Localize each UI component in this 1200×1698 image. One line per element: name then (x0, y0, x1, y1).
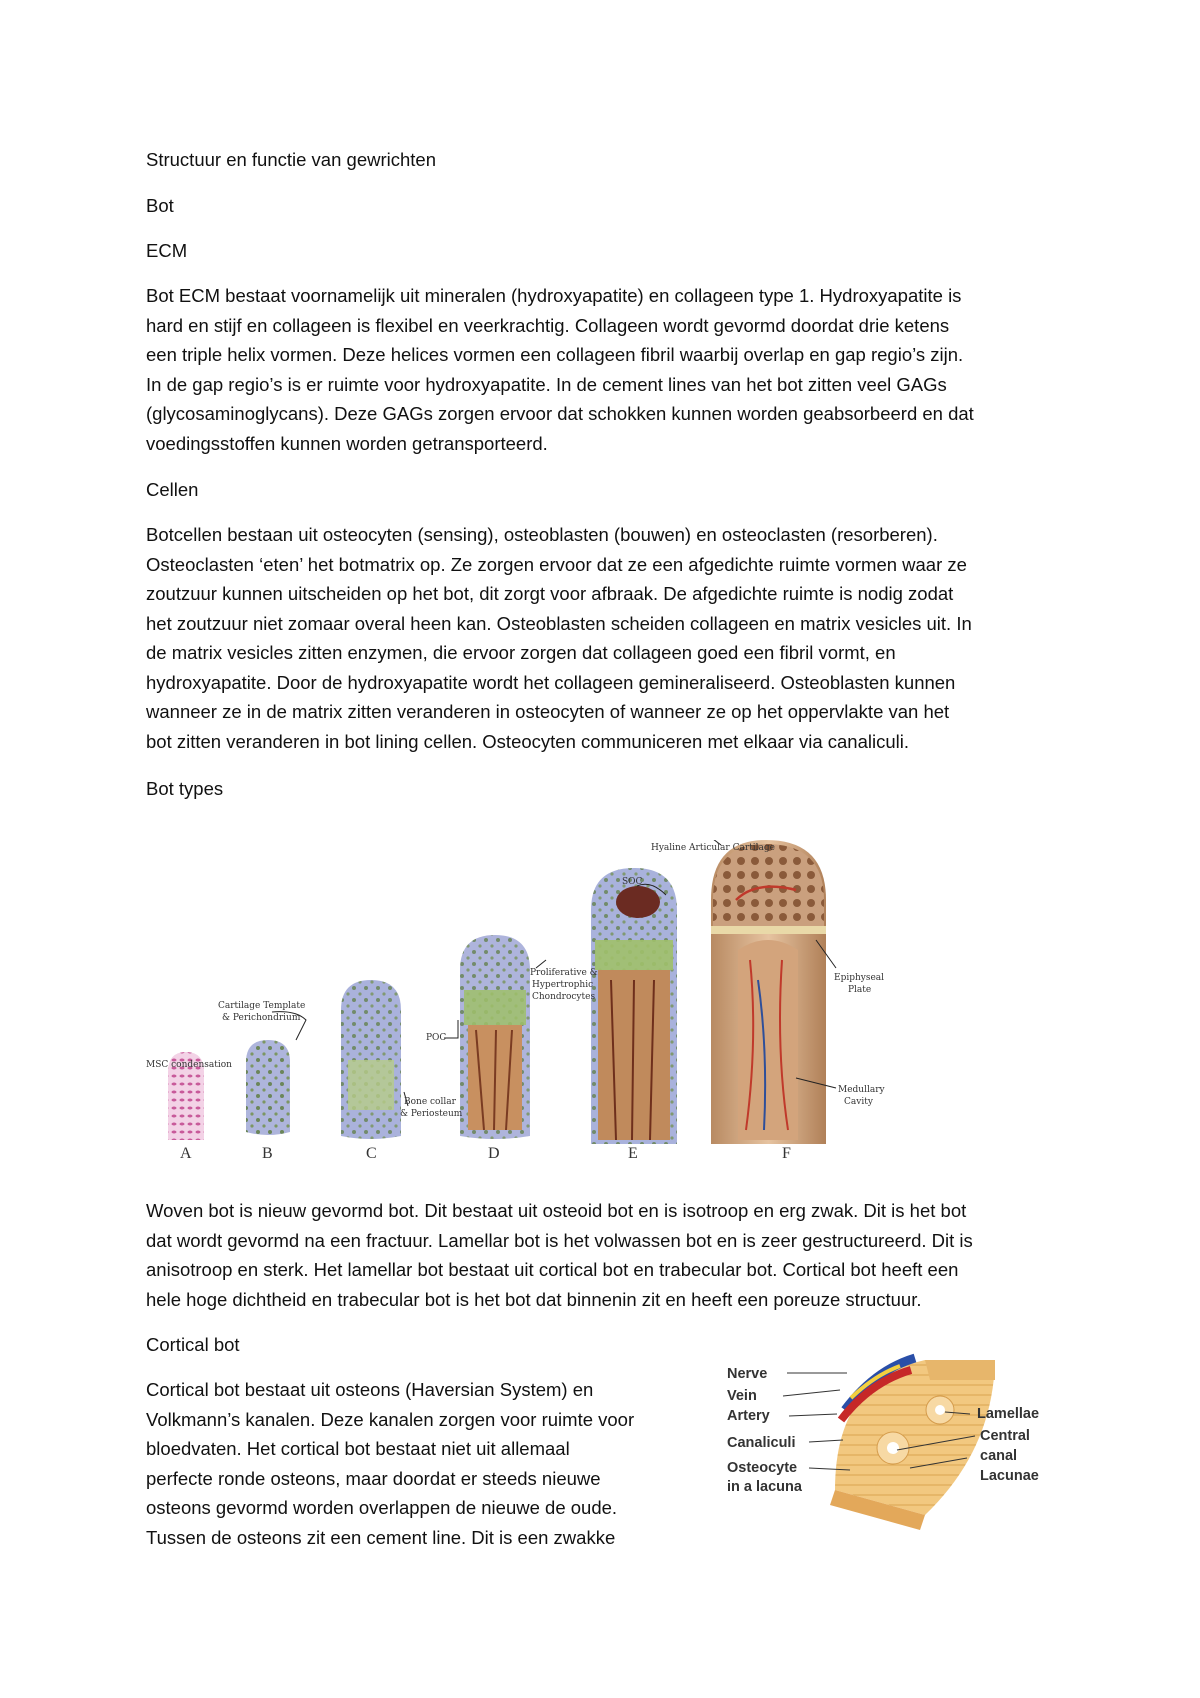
stage-d-shape (460, 935, 530, 1139)
heading-bot-types: Bot types (146, 778, 224, 799)
paragraph-cortical-bot (146, 1375, 706, 1552)
label-artery: Artery (727, 1408, 770, 1424)
label-bone-collar: Bone collar (404, 1097, 456, 1107)
text-line: voedingsstoffen kunnen worden getransporteerd. (146, 432, 548, 454)
label-lacunae: Lacunae (980, 1468, 1039, 1484)
stage-label-d: D (488, 1145, 500, 1160)
text-line: Tussen de osteons zit een cement line. Dit is een zwakke (146, 1526, 616, 1548)
label-hyaline-cartilage: Hyaline Articular Cartilage (651, 843, 775, 853)
bone-development-figure (146, 840, 886, 1160)
text-line: dat wordt gevormd na een fractuur. Lamellar bot is het volwassen bot en is zeer gestructureerd. Dit is (146, 1229, 973, 1251)
osteon-figure (725, 1340, 1070, 1530)
heading-bot: Bot (146, 195, 174, 216)
label-periosteum: & Periosteum (400, 1109, 463, 1119)
label-perichondrium: & Perichondrium (222, 1013, 301, 1023)
text-line: bloedvaten. Het cortical bot bestaat niet uit allemaal (146, 1438, 570, 1459)
text-line: zoutzuur kunnen uitscheiden op het bot, dit zorgt voor afbraak. De afgedichte ruimte is nodig zodat (146, 583, 954, 604)
stage-label-c: C (366, 1145, 377, 1160)
heading-ecm: ECM (146, 240, 188, 261)
text-line: (glycosaminoglycans). Deze GAGs zorgen ervoor dat schokken kunnen worden geabsorbeerd en dat (146, 403, 974, 424)
label-cavity: Cavity (844, 1097, 873, 1107)
label-central: Central (980, 1428, 1030, 1444)
text-line: bot zitten veranderen in bot lining cellen. Osteocyten communiceren met elkaar via canaliculi. (146, 730, 910, 752)
label-poc: POC (426, 1033, 447, 1043)
label-proliferative: Proliferative & (530, 968, 598, 978)
label-canal: canal (980, 1448, 1018, 1464)
text-line: het zoutzuur niet zomaar overal heen kan. Osteoblasten scheiden collageen en matrix vesicles uit. In (146, 612, 972, 634)
stage-label-f: F (782, 1145, 791, 1160)
text-line: hard en stijf en collageen is flexibel en veerkrachtig. Collageen wordt gevormd doordat drie ketens (146, 314, 950, 336)
osteon-illustration (830, 1358, 995, 1530)
label-osteocyte: Osteocyte (727, 1460, 798, 1476)
label-canaliculi: Canaliculi (727, 1435, 796, 1451)
label-hypertrophic: Hypertrophic (532, 980, 594, 990)
text-line: een triple helix vormen. Deze helices vormen een collageen fibril waarbij overlap en gap regio’s zijn. (146, 344, 964, 365)
paragraph-ecm (146, 281, 1046, 458)
text-line: wanneer ze in de matrix zitten veranderen in osteocyten of wanneer ze op het oppervlakte van het (146, 701, 950, 722)
text-line: de matrix vesicles zitten enzymen, die ervoor zorgen dat collageen goed een fibril vormt, en (146, 642, 896, 663)
stage-c-shape (341, 980, 401, 1139)
text-line: Volkmann’s kanalen. Deze kanalen zorgen voor ruimte voor (146, 1408, 635, 1430)
text-line: Woven bot is nieuw gevormd bot. Dit bestaat uit osteoid bot en is isotroop en erg zwak. Dit is het bot (146, 1200, 967, 1221)
text-line: osteons gevormd worden overlappen de nieuwe de oude. (146, 1497, 618, 1518)
label-cartilage-template: Cartilage Template (218, 1001, 306, 1011)
text-line: Cortical bot bestaat uit osteons (Haversian System) en (146, 1379, 594, 1400)
stage-label-b: B (262, 1145, 273, 1160)
label-vein: Vein (727, 1388, 757, 1404)
text-line: hele hoge dichtheid en trabecular bot is het bot dat binnenin zit en heeft een poreuze structuur. (146, 1288, 922, 1310)
stage-e-shape (591, 868, 677, 1144)
text-line: Bot ECM bestaat voornamelijk uit mineralen (hydroxyapatite) en collageen type 1. Hydroxyapatite is (146, 285, 962, 306)
label-in-lacuna: in a lacuna (727, 1479, 802, 1495)
text-line: In de gap regio’s is er ruimte voor hydroxyapatite. In de cement lines van het bot zitten veel GAGs (146, 373, 947, 395)
text-line: Botcellen bestaan uit osteocyten (sensing), osteoblasten (bouwen) en osteoclasten (resorberen). (146, 524, 938, 545)
label-chondrocytes: Chondrocytes (532, 992, 596, 1002)
label-msc: MSC condensation (146, 1060, 232, 1070)
document-title: Structuur en functie van gewrichten (146, 149, 436, 170)
stage-f-shape (711, 840, 826, 1144)
heading-cortical-bot: Cortical bot (146, 1334, 240, 1355)
label-soc: SOC (622, 877, 643, 887)
paragraph-bot-types (146, 1196, 1046, 1314)
label-medullary: Medullary (838, 1085, 885, 1095)
label-epiphyseal: Epiphyseal (834, 973, 885, 983)
text-line: hydroxyapatite. Door de hydroxyapatite wordt het collageen gemineraliseerd. Osteoblasten kunnen (146, 671, 956, 693)
stage-b-shape (246, 1040, 290, 1135)
text-line: perfecte ronde osteons, maar doordat er steeds nieuwe (146, 1467, 601, 1489)
paragraph-cellen (146, 520, 1046, 756)
label-lamellae: Lamellae (977, 1406, 1040, 1422)
label-nerve: Nerve (727, 1366, 768, 1382)
label-plate: Plate (848, 985, 872, 995)
text-line: anisotroop en sterk. Het lamellar bot bestaat uit cortical bot en trabecular bot. Cortical bot heeft een (146, 1259, 959, 1280)
text-line: Osteoclasten ‘eten’ het botmatrix op. Ze zorgen ervoor dat ze een afgedichte ruimte vormen waar ze (146, 553, 967, 575)
heading-cellen: Cellen (146, 479, 199, 500)
stage-label-e: E (628, 1145, 638, 1160)
stage-label-a: A (180, 1145, 192, 1160)
